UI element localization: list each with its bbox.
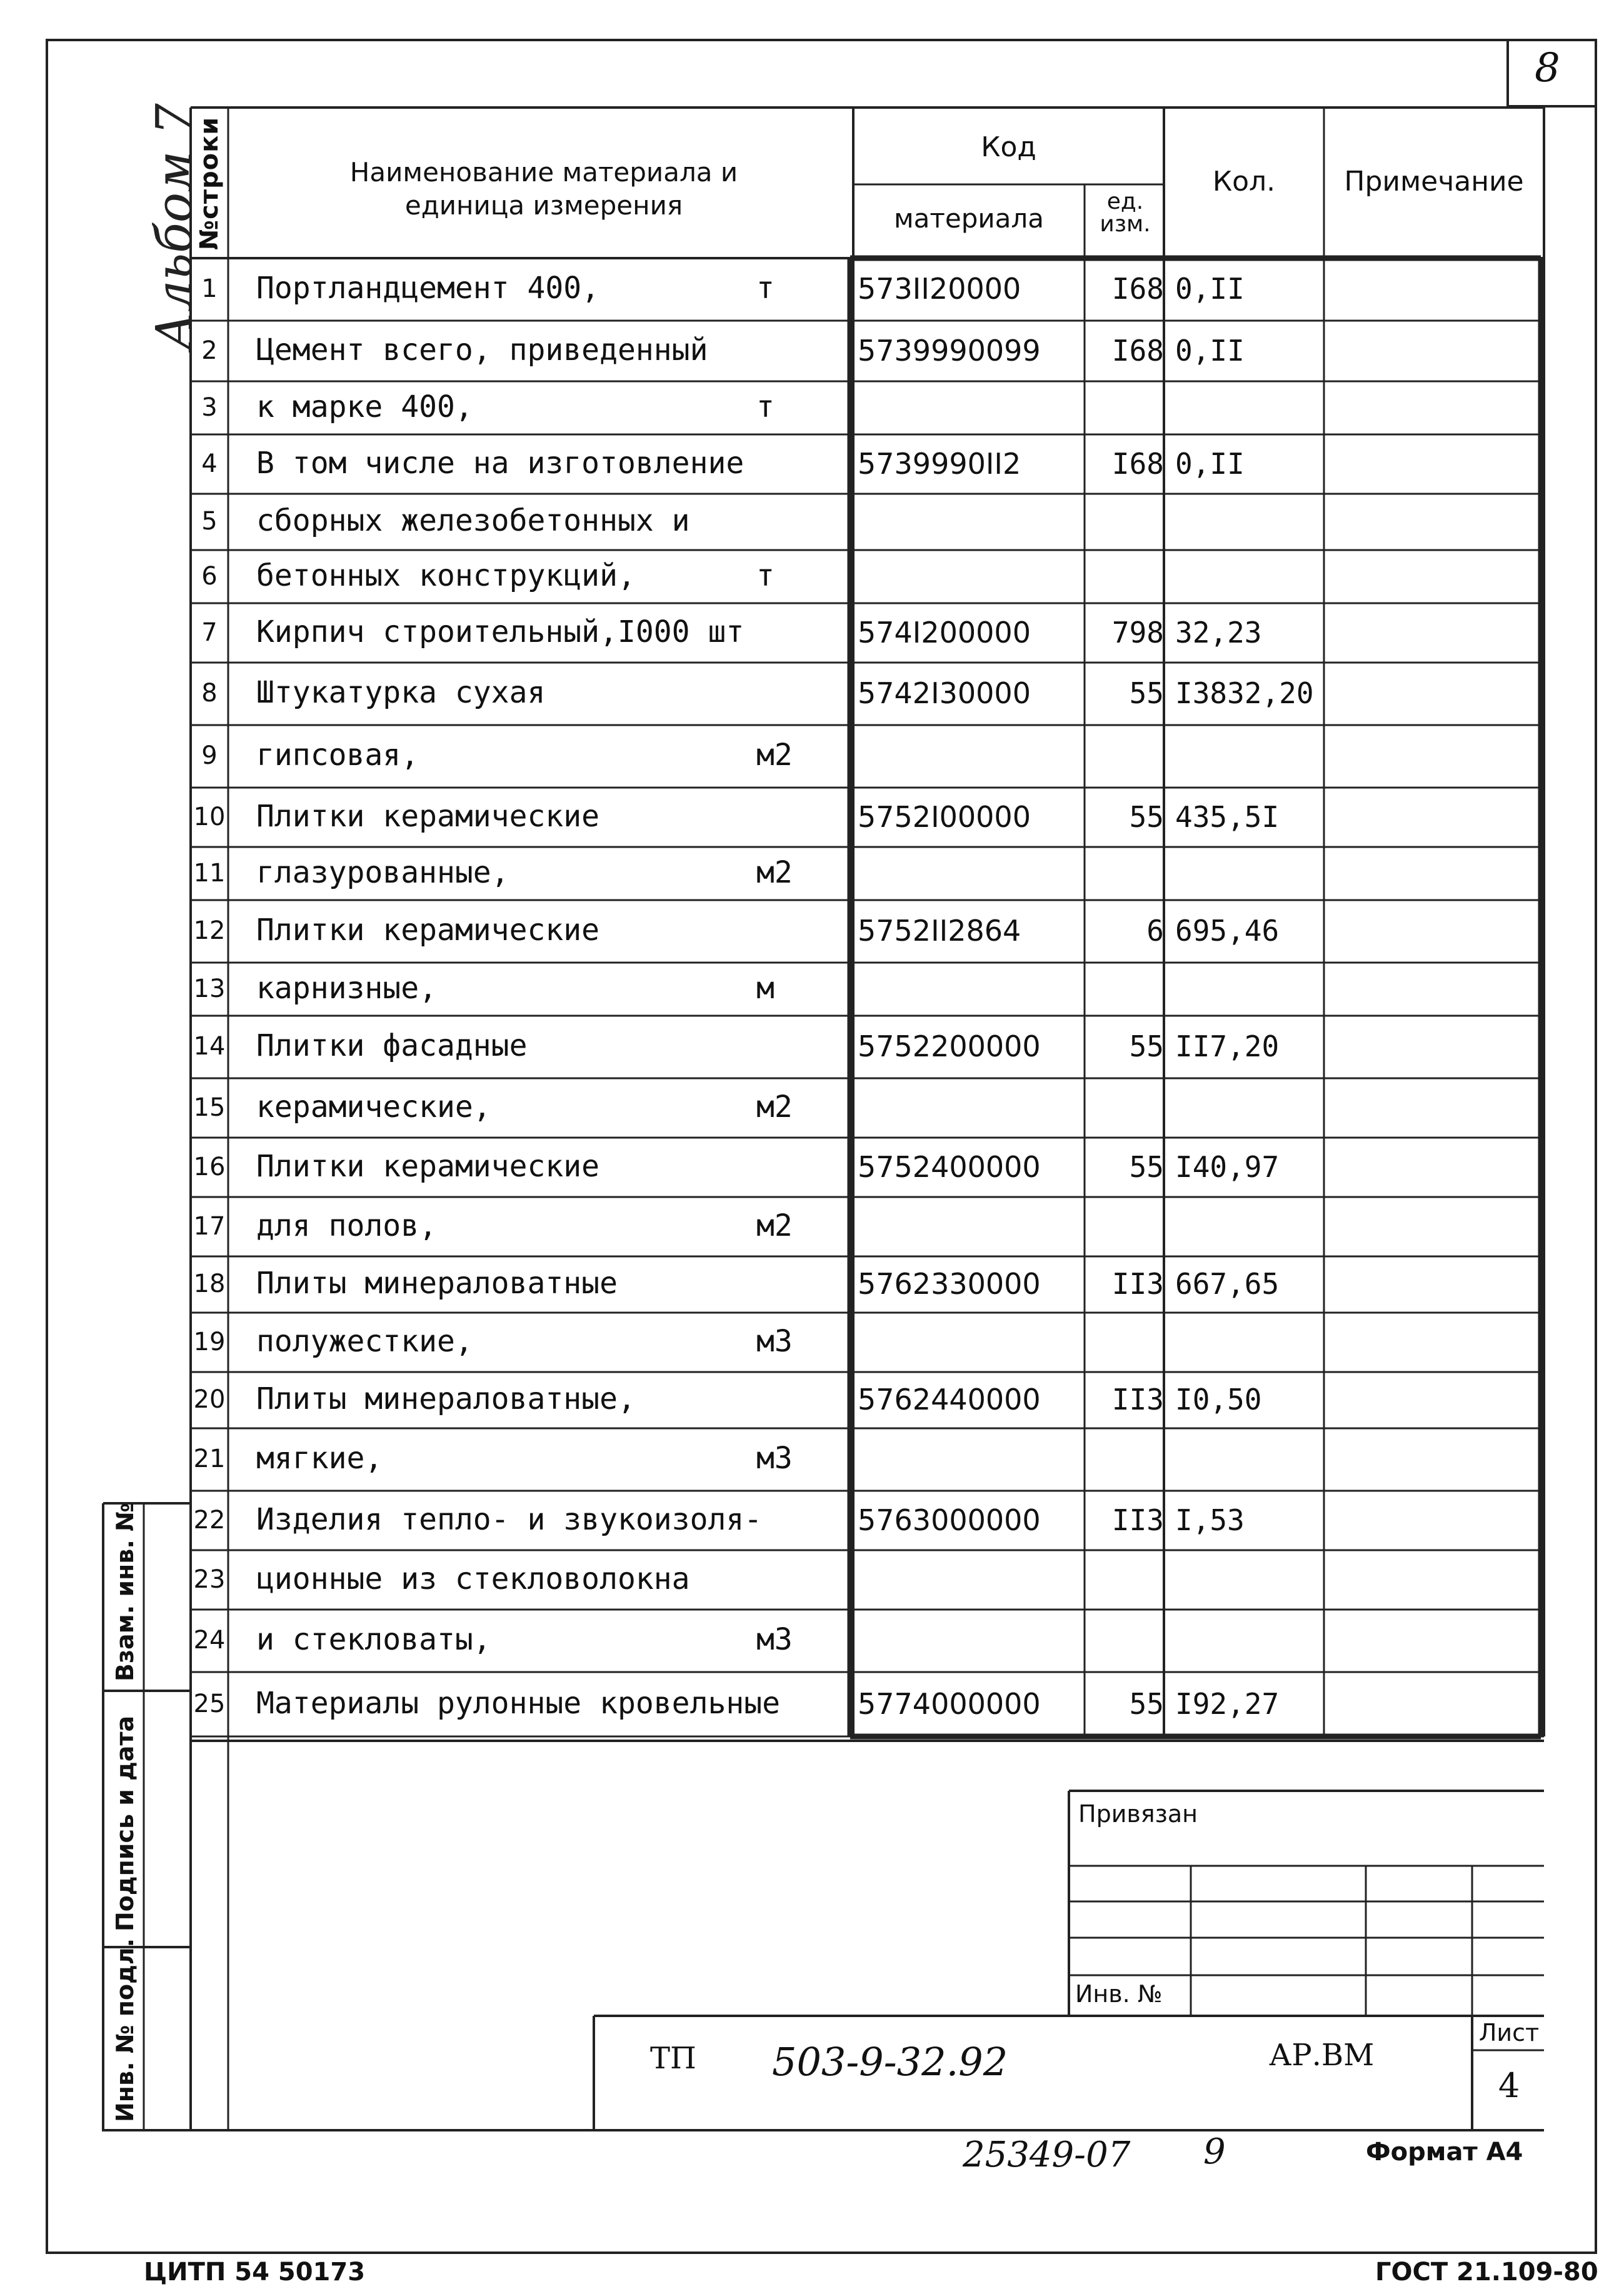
- row-unit-code: 55: [1129, 1150, 1164, 1184]
- row-material-name: карнизные,: [256, 970, 437, 1006]
- row-material-code: 5774000000: [858, 1686, 1041, 1721]
- row-unit-code: 6: [1146, 914, 1164, 948]
- row-number: 21: [193, 1445, 226, 1473]
- row-material-code: 573II20000: [858, 272, 1021, 306]
- row-quantity: 0,II: [1175, 333, 1245, 368]
- row-material-name: Кирпич строительный,I000 шт: [256, 614, 744, 649]
- row-number: 25: [193, 1689, 226, 1718]
- row-number: 8: [201, 679, 218, 708]
- row-unit-label: м: [756, 970, 774, 1006]
- row-quantity: 695,46: [1175, 914, 1280, 948]
- row-material-name: к марке 400,: [256, 389, 473, 424]
- row-unit-code: 55: [1129, 1029, 1164, 1063]
- header-row-no: №строки: [195, 116, 224, 250]
- row-material-name: полужесткие,: [256, 1323, 473, 1359]
- album-label: Альбом 7: [145, 103, 203, 350]
- row-material-name: Материалы рулонные кровельные: [256, 1685, 781, 1721]
- row-number: 1: [201, 274, 218, 303]
- page-number: 8: [1535, 45, 1560, 91]
- row-number: 20: [193, 1385, 226, 1414]
- row-material-name: Портландцемент 400,: [256, 271, 600, 306]
- row-material-name: Плиты минераловатные: [256, 1266, 618, 1301]
- row-material-code: 5762330000: [858, 1267, 1041, 1301]
- row-quantity: I0,50: [1175, 1383, 1262, 1416]
- row-material-name: и стекловаты,: [256, 1622, 491, 1657]
- header-code-material: материала: [893, 203, 1044, 234]
- row-number: 4: [201, 449, 218, 478]
- row-number: 11: [193, 858, 226, 888]
- row-material-name: сборных железобетонных и: [256, 503, 690, 538]
- row-material-name: гипсовая,: [256, 738, 419, 773]
- row-quantity: II7,20: [1175, 1029, 1280, 1063]
- bottom-left-mark: ЦИТП 54 50173: [144, 2258, 366, 2286]
- row-quantity: 667,65: [1175, 1267, 1280, 1301]
- header-qty: Кол.: [1212, 166, 1276, 198]
- row-material-name: мягкие,: [256, 1441, 383, 1476]
- row-material-code: 5739990II2: [858, 446, 1021, 481]
- row-number: 13: [193, 974, 226, 1003]
- row-number: 7: [201, 618, 218, 647]
- row-number: 17: [193, 1211, 226, 1241]
- row-number: 24: [193, 1626, 226, 1655]
- row-material-name: Плитки фасадные: [256, 1028, 528, 1063]
- label-podpis-data: Подпись и дата: [111, 1715, 139, 1931]
- row-unit-code: I68: [1111, 272, 1164, 306]
- row-material-code: 5752II2864: [858, 914, 1021, 948]
- row-quantity: 435,5I: [1175, 799, 1280, 834]
- row-unit-label: м2: [756, 1089, 793, 1124]
- row-number: 3: [201, 393, 218, 422]
- row-number: 5: [201, 507, 218, 536]
- row-material-name: В том числе на изготовление: [256, 445, 744, 481]
- row-number: 6: [201, 561, 218, 591]
- row-unit-code: 55: [1129, 676, 1164, 710]
- stamp-inv-no: Инв. №: [1075, 1980, 1163, 2008]
- row-material-name: Плитки керамические: [256, 798, 600, 834]
- row-unit-code: II3: [1111, 1383, 1164, 1416]
- header-note: Примечание: [1344, 166, 1524, 198]
- row-material-name: Штукатурка сухая: [256, 675, 546, 710]
- stamp-privyazan: Привязан: [1078, 1800, 1198, 1828]
- bottom-handwritten-no: 25349-07: [963, 2135, 1131, 2175]
- row-material-code: 5739990099: [858, 333, 1041, 368]
- row-unit-code: 55: [1129, 1686, 1164, 1721]
- row-number: 10: [193, 802, 226, 831]
- row-material-code: 5762440000: [858, 1383, 1041, 1416]
- stamp-sheet-no: 4: [1498, 2066, 1520, 2105]
- row-material-code: 5752400000: [858, 1150, 1041, 1184]
- row-quantity: 0,II: [1175, 446, 1245, 481]
- row-unit-code: 55: [1129, 799, 1164, 834]
- row-quantity: I3832,20: [1175, 676, 1314, 710]
- label-vzam-inv: Взам. инв. №: [111, 1503, 139, 1681]
- row-number: 2: [201, 336, 218, 365]
- row-unit-code: 798: [1111, 615, 1164, 649]
- row-unit-label: м3: [756, 1441, 793, 1476]
- header-name: Наименование материала и единица измерения: [349, 157, 738, 221]
- stamp-doc-no: 503-9-32.92: [772, 2039, 1008, 2085]
- bottom-right-mark: ГОСТ 21.109-80: [1375, 2258, 1598, 2286]
- row-quantity: 32,23: [1175, 615, 1262, 649]
- row-material-code: 5763000000: [858, 1503, 1041, 1537]
- row-material-name: Плитки керамические: [256, 1148, 600, 1184]
- row-unit-label: т: [756, 271, 774, 306]
- stamp-tp: ТП: [650, 2041, 696, 2076]
- stamp-sheet-label: Лист: [1478, 2019, 1540, 2046]
- row-number: 18: [193, 1270, 226, 1298]
- row-material-name: ционные из стекловолокна: [256, 1561, 690, 1596]
- row-material-code: 5752I00000: [858, 799, 1031, 834]
- row-number: 16: [193, 1152, 226, 1181]
- row-unit-code: I68: [1111, 333, 1164, 368]
- row-material-name: керамические,: [256, 1089, 491, 1124]
- row-number: 14: [193, 1032, 226, 1061]
- row-material-name: бетонных конструкций,: [256, 558, 636, 593]
- bottom-format: Формат А4: [1366, 2138, 1523, 2166]
- row-unit-label: м3: [756, 1323, 793, 1359]
- row-material-name: глазурованные,: [256, 854, 509, 890]
- stamp-code: АР.ВМ: [1269, 2038, 1375, 2073]
- label-inv-podl: Инв. № подл.: [111, 1938, 139, 2122]
- header-code-unit: ед. изм.: [1100, 189, 1151, 237]
- row-number: 15: [193, 1093, 226, 1122]
- row-unit-code: II3: [1111, 1267, 1164, 1301]
- row-unit-label: м2: [756, 1208, 793, 1243]
- row-material-code: 5742I30000: [858, 676, 1031, 710]
- row-quantity: 0,II: [1175, 272, 1245, 306]
- row-material-code: 574I200000: [858, 615, 1031, 649]
- row-material-name: Изделия тепло- и звукоизоля-: [256, 1501, 763, 1537]
- row-unit-label: м2: [756, 738, 793, 773]
- row-material-name: Плиты минераловатные,: [256, 1381, 636, 1416]
- row-material-name: Плитки керамические: [256, 913, 600, 948]
- row-number: 19: [193, 1327, 226, 1356]
- row-unit-code: II3: [1111, 1503, 1164, 1537]
- row-material-code: 5752200000: [858, 1029, 1041, 1063]
- row-quantity: I,53: [1175, 1503, 1245, 1537]
- row-quantity: I40,97: [1175, 1150, 1280, 1184]
- row-unit-label: м3: [756, 1622, 793, 1657]
- row-material-name: Цемент всего, приведенный: [256, 332, 708, 368]
- row-unit-label: т: [756, 558, 774, 593]
- row-unit-label: м2: [756, 854, 793, 890]
- header-code: Код: [981, 131, 1036, 163]
- row-quantity: I92,27: [1175, 1686, 1280, 1721]
- row-unit-code: I68: [1111, 446, 1164, 481]
- row-material-name: для полов,: [256, 1208, 437, 1243]
- row-number: 22: [193, 1505, 226, 1535]
- row-number: 23: [193, 1565, 226, 1594]
- bottom-handwritten-page: 9: [1203, 2131, 1226, 2172]
- row-number: 12: [193, 916, 226, 945]
- row-unit-label: т: [756, 389, 774, 424]
- row-number: 9: [201, 741, 218, 770]
